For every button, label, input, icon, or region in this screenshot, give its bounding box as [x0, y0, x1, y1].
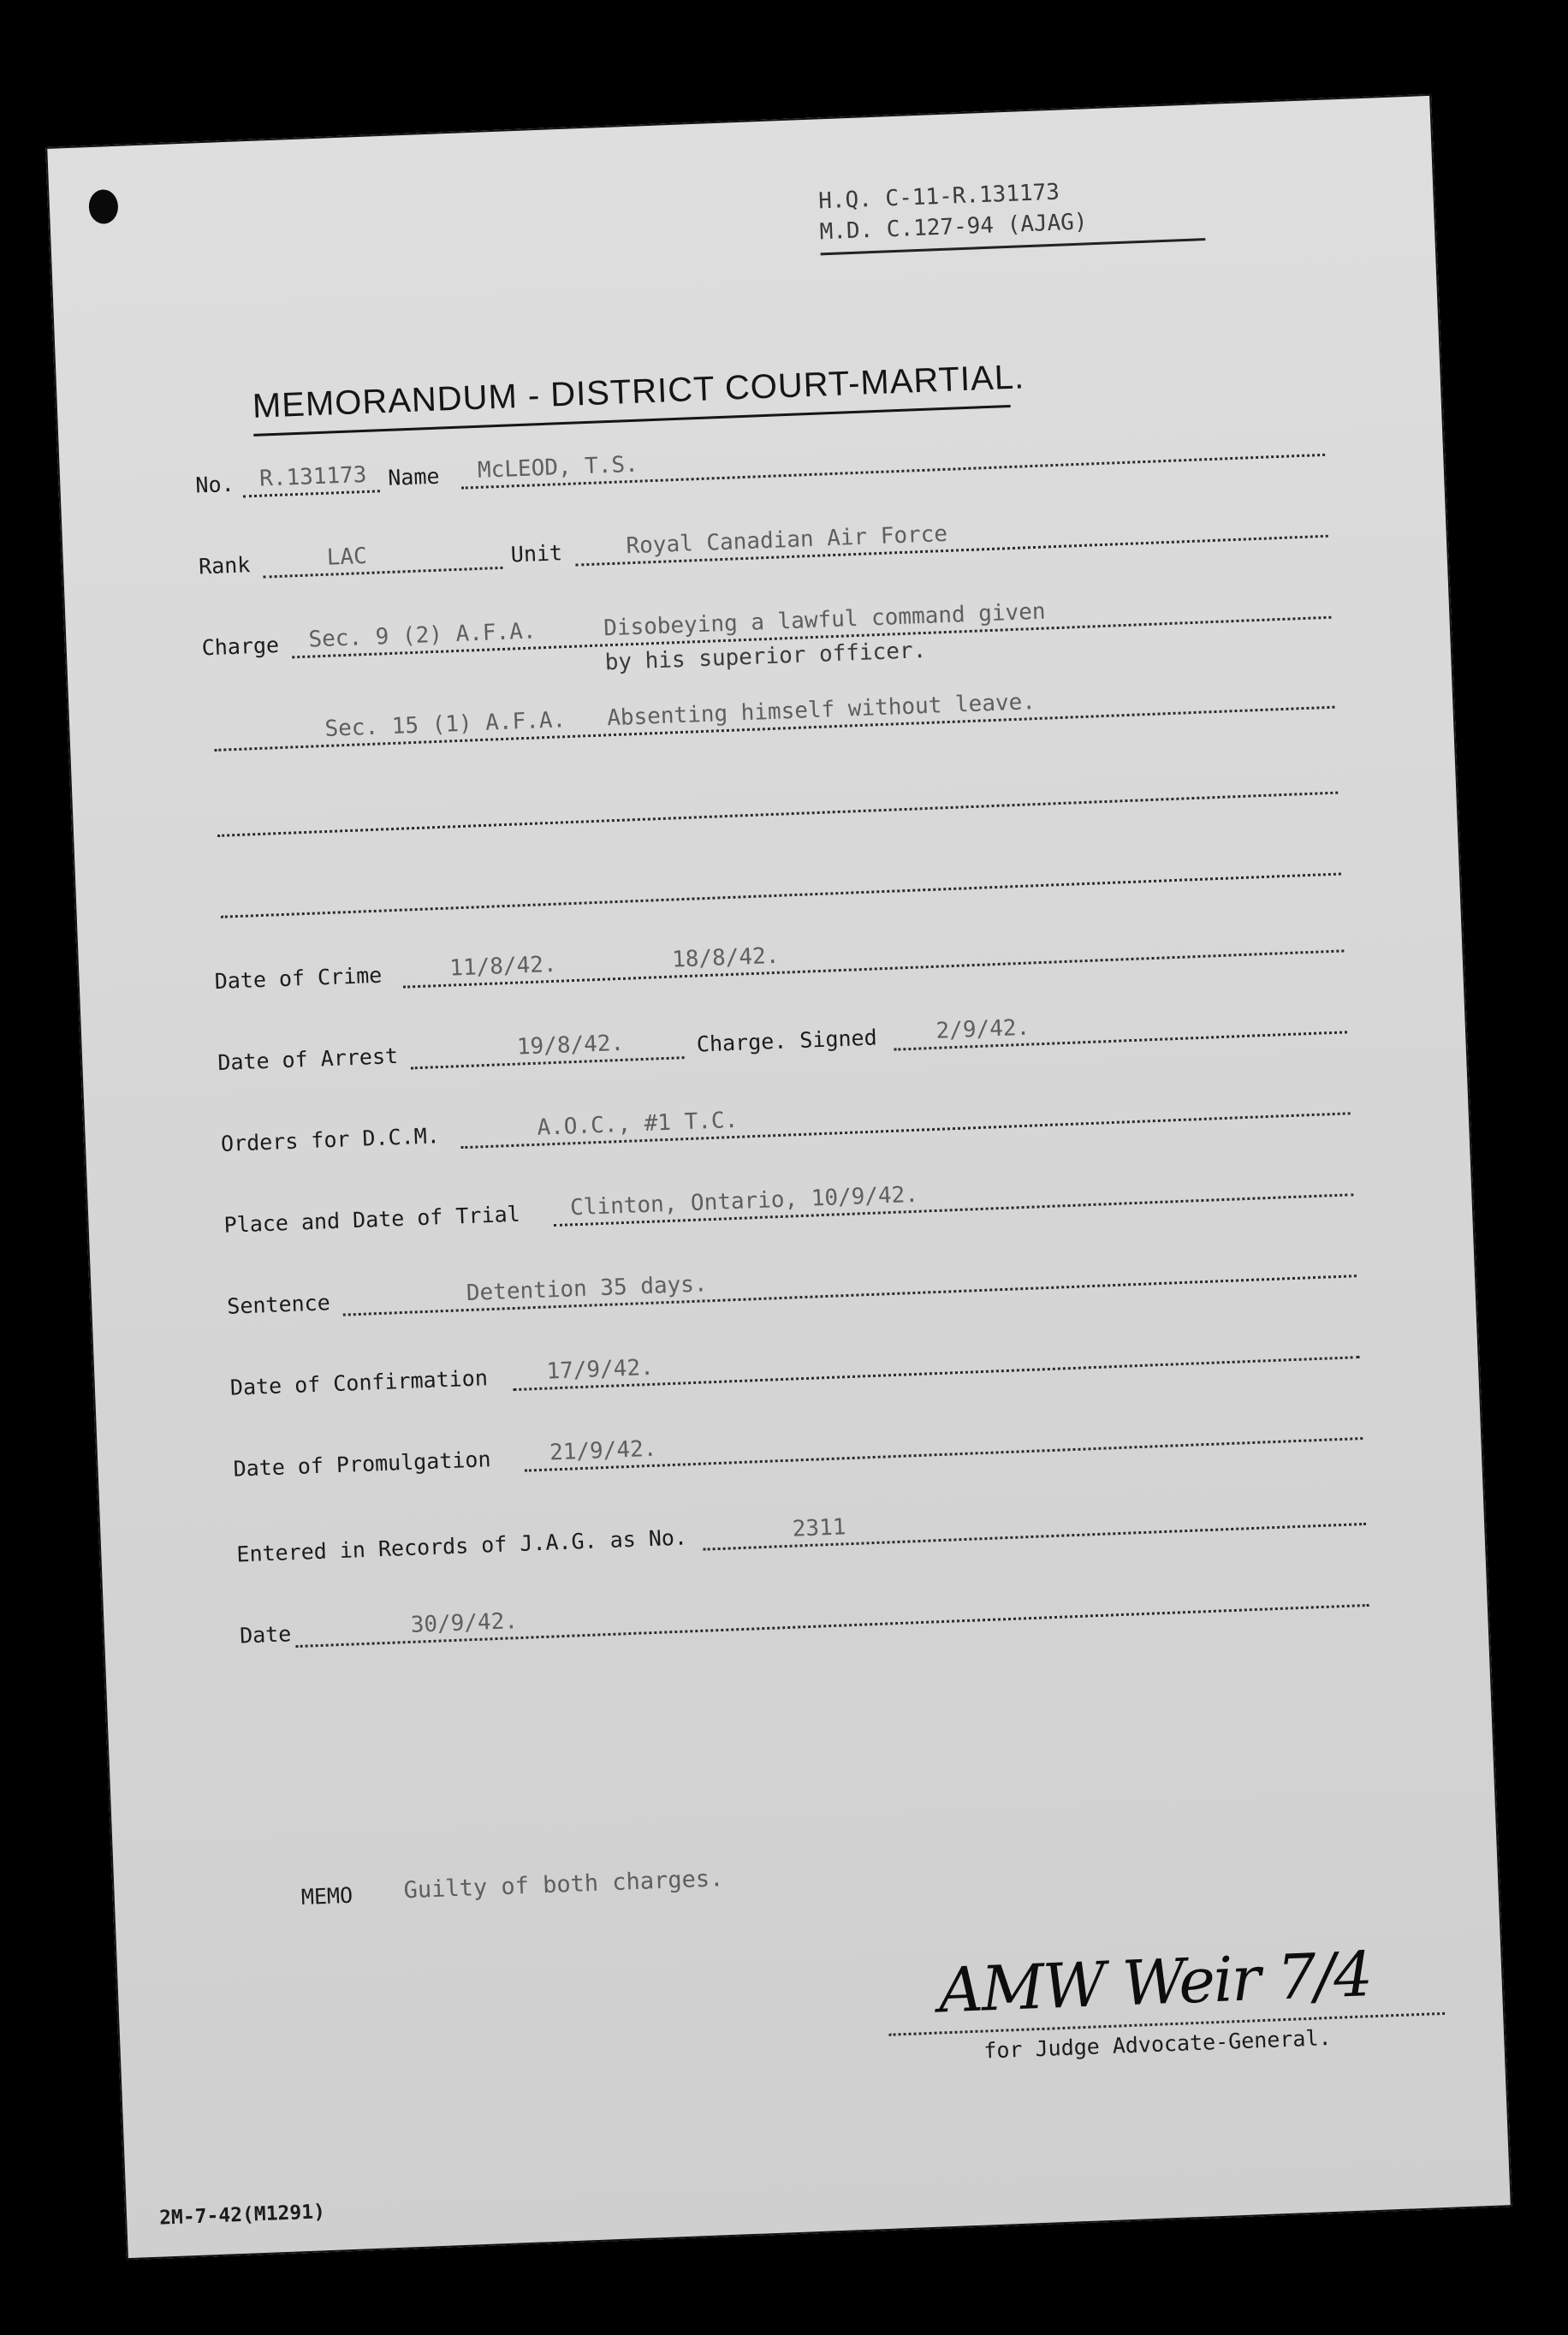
- row-number-name: [195, 424, 1326, 502]
- blank-dots-1: [217, 792, 1338, 837]
- rank-value: LAC: [326, 543, 368, 571]
- charge2-section: Sec. 15 (1) A.F.A.: [324, 707, 567, 742]
- row-place-of-trial: [223, 1163, 1354, 1241]
- date-label: Date: [239, 1621, 292, 1649]
- row-promulgation: [233, 1407, 1363, 1485]
- reference-block: [818, 175, 1089, 247]
- place-of-trial-value: Clinton, Ontario, 10/9/42.: [569, 1181, 919, 1221]
- date-of-crime-1: 11/8/42.: [448, 951, 558, 982]
- charge-signed-value: 2/9/42.: [935, 1014, 1030, 1044]
- signature-caption: for Judge Advocate-General.: [983, 2024, 1333, 2064]
- name-value: McLEOD, T.S.: [477, 451, 639, 484]
- row-sentence: [227, 1245, 1357, 1322]
- blank-dots-2: [221, 873, 1341, 918]
- records-value: 2311: [792, 1514, 846, 1542]
- date-of-crime-label: Date of Crime: [214, 962, 383, 995]
- rank-dots: [264, 567, 503, 579]
- row-blank-2: [211, 843, 1341, 921]
- promulgation-label: Date of Promulgation: [233, 1447, 491, 1482]
- form-code: 2M-7-42(M1291): [158, 2201, 326, 2230]
- number-label: No.: [194, 471, 235, 498]
- date-of-arrest-value: 19/8/42.: [516, 1030, 625, 1061]
- charge-signed-label: Charge. Signed: [696, 1025, 878, 1057]
- name-label: Name: [387, 463, 441, 490]
- row-confirmation: [229, 1326, 1360, 1404]
- confirmation-label: Date of Confirmation: [229, 1365, 489, 1400]
- page-title: MEMORANDUM - DISTRICT COURT-MARTIAL.: [252, 358, 1025, 425]
- signature: AMW Weir 7/4: [937, 1938, 1373, 2027]
- memo-label: MEMO: [300, 1882, 353, 1910]
- confirmation-value: 17/9/42.: [545, 1354, 655, 1385]
- date-value: 30/9/42.: [410, 1608, 519, 1638]
- row-rank-unit: [198, 505, 1328, 583]
- row-blank-1: [208, 762, 1339, 840]
- charge1-text: Disobeying a lawful command given: [603, 598, 1047, 642]
- memo-value: Guilty of both charges.: [403, 1865, 724, 1904]
- orders-label: Orders for D.C.M.: [220, 1123, 441, 1156]
- charge1-section: Sec. 9 (2) A.F.A.: [307, 618, 538, 653]
- memorandum-sheet: [45, 94, 1512, 2260]
- charge2-text: Absenting himself without leave.: [606, 689, 1036, 732]
- row-date-of-crime: [214, 919, 1345, 997]
- charge-label: Charge: [201, 632, 280, 661]
- service-number: R.131173: [258, 461, 367, 492]
- sentence-value: Detention 35 days.: [466, 1271, 709, 1307]
- promulgation-value: 21/9/42.: [549, 1435, 657, 1466]
- unit-value: Royal Canadian Air Force: [626, 520, 948, 560]
- place-of-trial-label: Place and Date of Trial: [223, 1201, 521, 1238]
- date-of-crime-2: 18/8/42.: [671, 942, 780, 973]
- punch-hole: [88, 189, 119, 224]
- unit-label: Unit: [510, 540, 563, 567]
- row-date: [239, 1574, 1369, 1652]
- md-reference: M.D. C.127-94 (AJAG): [819, 209, 1089, 246]
- date-of-arrest-label: Date of Arrest: [217, 1043, 399, 1076]
- sentence-label: Sentence: [226, 1290, 331, 1319]
- hq-reference: H.Q. C-11-R.131173: [817, 179, 1060, 215]
- rank-label: Rank: [198, 552, 251, 579]
- row-date-of-arrest: [217, 1001, 1348, 1078]
- records-label: Entered in Records of J.A.G. as No.: [235, 1524, 688, 1567]
- orders-value: A.O.C., #1 T.C.: [537, 1107, 739, 1141]
- row-orders: [220, 1082, 1351, 1160]
- charge1-text-continued: by his superior officer.: [604, 637, 927, 676]
- row-records: [236, 1493, 1367, 1571]
